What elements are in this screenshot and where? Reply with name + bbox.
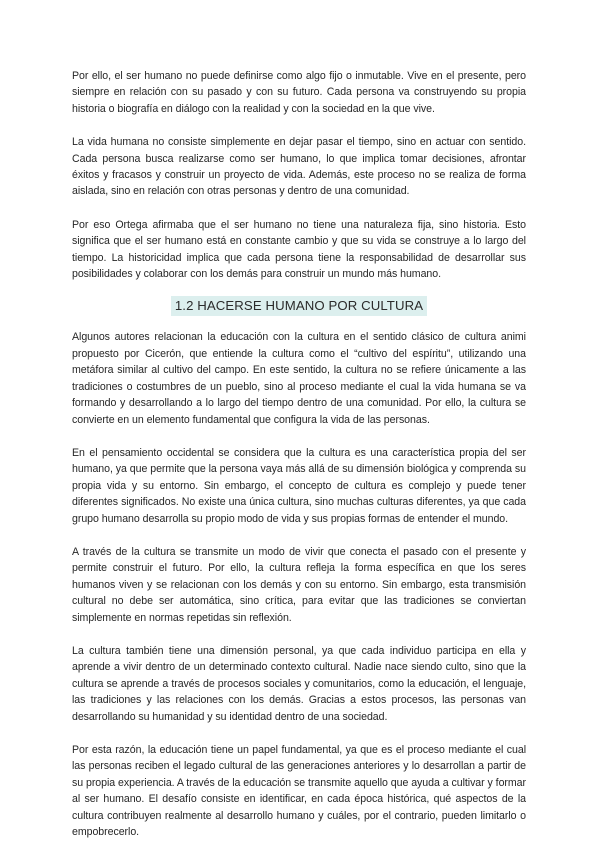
paragraph-vida-humana: La vida humana no consiste simplemente en dejar pasar el tiempo, sino en actuar con sentido. Cada persona busca realizarse como ser humano, lo que implica tomar decisiones, afrontar éxitos y fracasos y construir un proyecto de vida. Además, este proceso no se realiza de forma aislada, sino en relación con otras personas y dentro de una comunidad. [72,136,526,198]
section-heading-wrapper [72,296,526,316]
paragraph-dimension-personal: La cultura también tiene una dimensión personal, ya que cada individuo participa en ella y aprende a vivir dentro de un determinado contexto cultural. Nadie nace siendo culto, sino que la cultura se aprende a través de procesos sociales y comunitarios, como la educación, el lenguaje, las tradiciones y las relaciones con los demás. Gracias a estos procesos, las personas van desarrollando su humanidad y su identidad dentro de una sociedad. [72,644,526,723]
paragraph-pensamiento-occidental: En el pensamiento occidental se considera que la cultura es una característica propia del ser humano, ya que permite que la persona vaya más allá de su dimensión biológica y comprenda su propia vida y su entorno. Sin embargo, el concepto de cultura es complejo y puede tener diferentes significados. No existe una única cultura, sino muchas culturas diferentes, ya que cada grupo humano desarrolla su propio modo de vida y sus propias formas de entender el mundo. [72,446,526,525]
paragraph-transmision-cultural: A través de la cultura se transmite un modo de vivir que conecta el pasado con el presente y permite construir el futuro. Por ello, la cultura refleja la forma específica en que los seres humanos viven y se relacionan con los demás y con su entorno. Sin embargo, esta transmisión cultural no debe ser automática, sino crítica, para evitar que las tradiciones se conviertan simplemente en normas repetidas sin reflexión. [72,545,526,624]
paragraph-ortega-historicidad: Por eso Ortega afirmaba que el ser humano no tiene una naturaleza fija, sino historia. Esto significa que el ser humano está en constante cambio y que su vida se construye a lo largo del tiempo. La historicidad implica que cada persona tiene la responsabilidad de desarrollar sus posibilidades y colaborar con los demás para construir un mundo más humano. [72,218,526,281]
document-page [72,68,526,857]
paragraph-historia-biografia: Por ello, el ser humano no puede definirse como algo fijo o inmutable. Vive en el presente, pero siempre en relación con su pasado y con su futuro. Cada persona va construyendo su propia historia o biografía en diálogo con la realidad y con la sociedad en la que vive. [72,70,526,115]
paragraph-cultura-animi: Algunos autores relacionan la educación con la cultura en el sentido clásico de cultura animi propuesto por Cicerón, que entiende la cultura como el “cultivo del espíritu”, utilizando una metáfora similar al cultivo del campo. En este sentido, la cultura no se refiere únicamente a las tradiciones o costumbres de un pueblo, sino al proceso mediante el cual la vida humana se va formando y desarrollando a lo largo del tiempo dentro de una comunidad. Por ello, la cultura se convierte en un elemento fundamental que configura la vida de las personas. [72,331,526,426]
section-heading: 1.2 HACERSE HUMANO POR CULTURA [171,296,427,316]
paragraph-papel-educacion: Por esta razón, la educación tiene un papel fundamental, ya que es el proceso mediante el cual las personas reciben el legado cultural de las generaciones anteriores y lo desarrollan a partir de su propia experiencia. A través de la educación se transmite aquello que ayuda a cultivar y formar al ser humano. El desafío consiste en identificar, en cada época histórica, qué aspectos de la cultura contribuyen realmente al desarrollo humano y cuáles, por el contrario, pueden limitarlo o empobrecerlo. [72,744,526,839]
